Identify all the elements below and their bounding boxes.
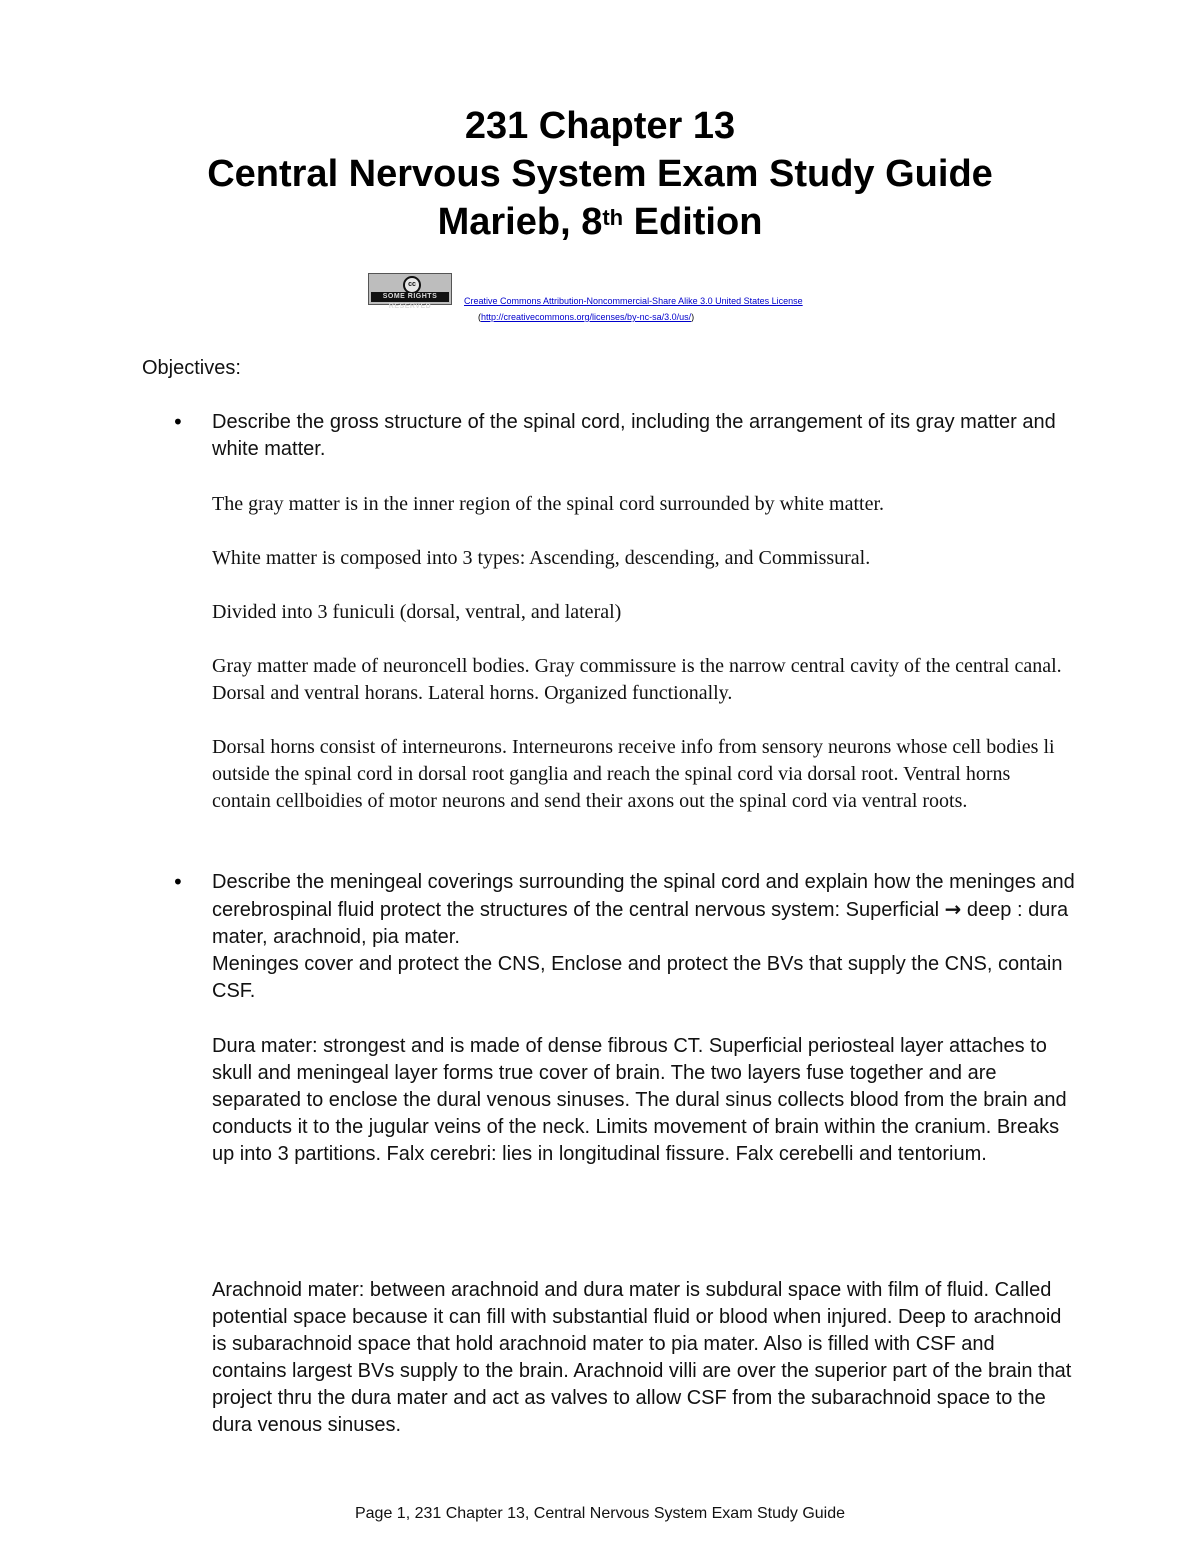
document-title-line-1: 231 Chapter 13 bbox=[464, 105, 736, 147]
creative-commons-badge-icon[interactable] bbox=[368, 273, 452, 310]
answer-paragraph: White matter is composed into 3 types: Ascending, descending, and Commissural. bbox=[212, 547, 871, 569]
edition-suffix: Edition bbox=[623, 201, 763, 243]
document-title-line-3 bbox=[0, 198, 1200, 246]
license-url-line: (http://creativecommons.org/licenses/by-nc-sa/3.0/us/) bbox=[478, 312, 695, 322]
page-footer: Page 1, 231 Chapter 13, Central Nervous System Exam Study Guide bbox=[354, 1505, 846, 1522]
answer-paragraph: Divided into 3 funiculi (dorsal, ventral, and lateral) bbox=[212, 601, 622, 623]
right-arrow-icon: → bbox=[944, 897, 962, 921]
answer-paragraph: Dorsal horns consist of interneurons. Interneurons receive info from sensory neurons whose cell bodies li outside the spinal cord in dorsal root ganglia and reach the spinal cord via dorsal root. Ventral horns contain cellboidies of motor neurons and send their axons out the spinal cord via ventral roots. bbox=[212, 736, 1055, 812]
edition-prefix: Marieb, 8 bbox=[437, 201, 603, 243]
bullet-icon: • bbox=[172, 410, 184, 434]
document-title-line-2: Central Nervous System Exam Study Guide bbox=[207, 153, 993, 195]
answer-paragraph: The gray matter is in the inner region of the spinal cord surrounded by white matter. bbox=[212, 493, 885, 515]
objectives-heading: Objectives: bbox=[142, 357, 241, 379]
answer-paragraph-dura-mater: Dura mater: strongest and is made of dense fibrous CT. Superficial periosteal layer attaches to skull and meningeal layer forms true cover of brain. The two layers fuse together and are separated to enclose the dural venous sinuses. The dural sinus collects blood from the brain and conducts it to the jugular veins of the neck. Limits movement of brain within the cranium. Breaks up into 3 partitions. Falx cerebri: lies in longitudinal fissure. Falx cerebelli and tentorium. bbox=[212, 1035, 1067, 1165]
license-badge-text: SOME RIGHTS RESERVED bbox=[382, 293, 438, 310]
license-url-link[interactable]: http://creativecommons.org/licenses/by-nc-sa/3.0/us/ bbox=[481, 312, 692, 322]
answer-paragraph-arachnoid-mater: Arachnoid mater: between arachnoid and dura mater is subdural space with film of fluid. Called potential space because it can fill with substantial fluid or blood when injured. Deep to arachnoid is subarachnoid space that hold arachnoid mater to pia mater. Also is filled with CSF and contains largest BVs supply to the brain. Arachnoid villi are over the superior part of the brain that project thru the dura mater and act as valves to allow CSF from the subarachnoid space to the dura venous sinuses. bbox=[212, 1279, 1072, 1436]
license-link[interactable]: Creative Commons Attribution-Noncommercial-Share Alike 3.0 United States License bbox=[464, 296, 803, 306]
objective-2-text: Describe the meningeal coverings surrounding the spinal cord and explain how the meninges and cerebrospinal fluid protect the structures of the central nervous system: Superficial → deep : dura mater, arachnoid, pia mater. Meninges cover and protect the CNS, Enclose and protect the BVs that supply the CNS, contain CSF. bbox=[212, 871, 1075, 1002]
bullet-icon: • bbox=[172, 870, 184, 894]
edition-superscript: th bbox=[602, 205, 624, 230]
cc-logo-icon: cc bbox=[403, 276, 421, 294]
answer-paragraph: Gray matter made of neuroncell bodies. Gray commissure is the narrow central cavity of the central canal. Dorsal and ventral horans. Lateral horns. Organized functionally. bbox=[212, 655, 1062, 704]
objective-1-text: Describe the gross structure of the spinal cord, including the arrangement of its gray matter and white matter. bbox=[212, 411, 1056, 460]
